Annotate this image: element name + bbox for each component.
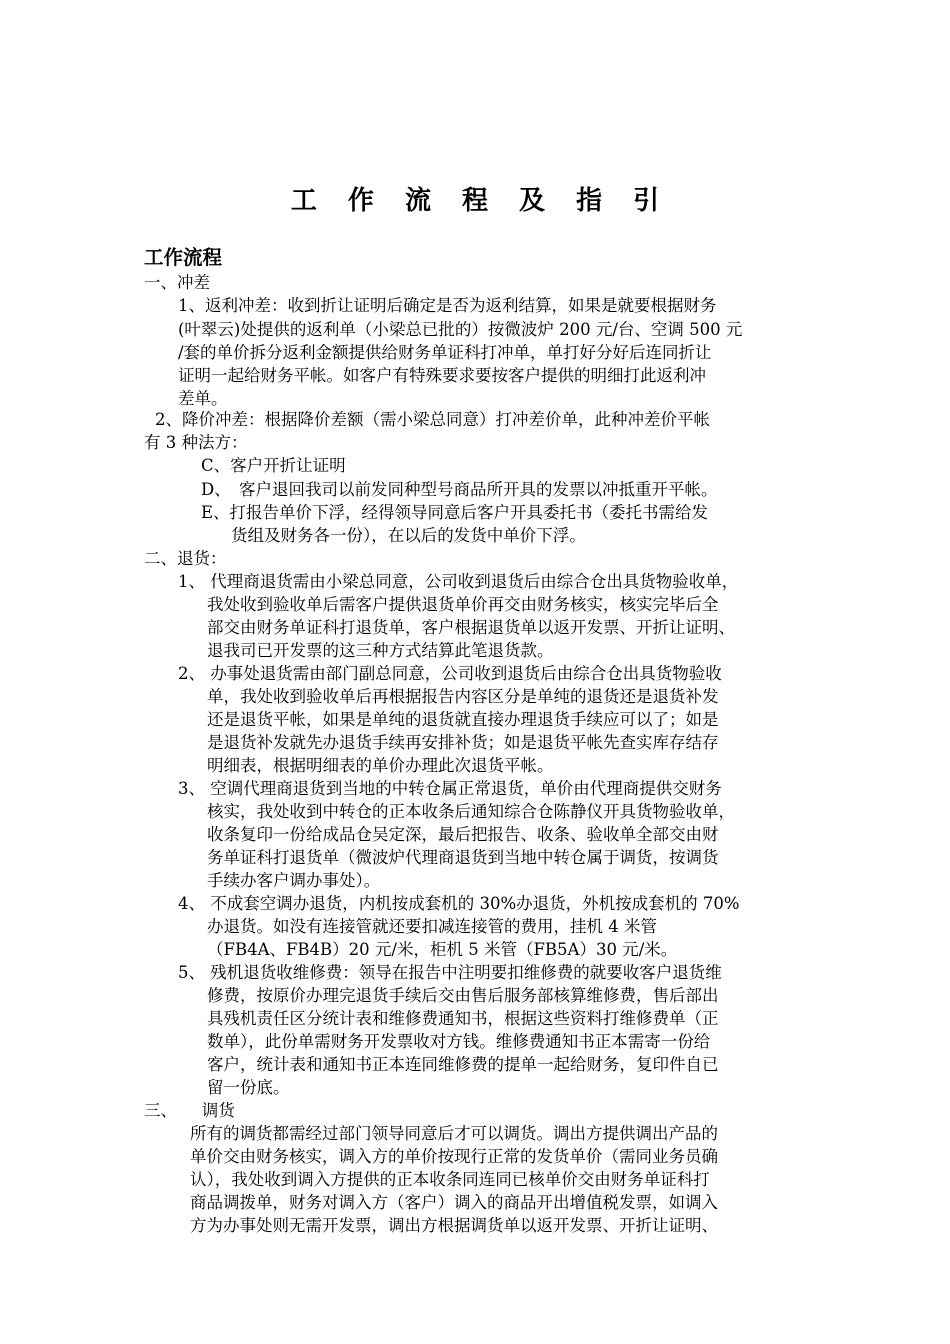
text-line: 1、 代理商退货需由小梁总同意，公司收到退货后由综合仓出具货物验收单， — [178, 572, 739, 591]
text-line: 客户，统计表和通知书正本连同维修费的提单一起给财务，复印件自已 — [207, 1055, 719, 1074]
text-line: 2、降价冲差：根据降价差额（需小梁总同意）打冲差价单，此种冲差价平帐 — [155, 410, 710, 429]
text-line: 具残机责任区分统计表和维修费通知书，根据这些资料打维修费单（正 — [207, 1009, 719, 1028]
text-line: D、 客户退回我司以前发同种型号商品所开具的发票以冲抵重开平帐。 — [201, 480, 718, 499]
text-line: 商品调拨单，财务对调入方（客户）调入的商品开出增值税发票，如调入 — [190, 1193, 718, 1212]
text-line: 退我司已开发票的这三种方式结算此笔退货款。 — [207, 641, 554, 660]
text-line: 单价交由财务核实，调入方的单价按现行正常的发货单价（需同业务员确 — [190, 1147, 718, 1166]
text-line: 4、 不成套空调办退货，内机按成套机的 30%办退货，外机按成套机的 70% — [178, 894, 740, 913]
text-line: 办退货。如没有连接管就还要扣减连接管的费用，挂机 4 米管 — [207, 917, 657, 936]
text-line: 差单。 — [178, 389, 228, 408]
text-line: 货组及财务各一份），在以后的发货中单价下浮。 — [231, 526, 586, 545]
text-line: 2、 办事处退货需由部门副总同意，公司收到退货后由综合仓出具货物验收 — [178, 664, 722, 683]
section-label: 一、冲差 — [144, 273, 210, 292]
text-line: E、打报告单价下浮，经得领导同意后客户开具委托书（委托书需给发 — [201, 503, 709, 522]
text-line: 方为办事处则无需开发票，调出方根据调货单以返开发票、开折让证明、 — [190, 1216, 718, 1235]
text-line: 明细表，根据明细表的单价办理此次退货平帐。 — [207, 756, 554, 775]
text-line: 收条复印一份给成品仓吴定深，最后把报告、收条、验收单全部交由财 — [207, 825, 719, 844]
text-line: 所有的调货都需经过部门领导同意后才可以调货。调出方提供调出产品的 — [190, 1124, 718, 1143]
text-line: 修费，按原价办理完退货手续后交由售后服务部核算维修费，售后部出 — [207, 986, 719, 1005]
text-line: C、客户开折让证明 — [201, 456, 346, 475]
text-line: 5、 残机退货收维修费：领导在报告中注明要扣维修费的就要收客户退货维 — [178, 963, 722, 982]
text-line: 部交由财务单证科打退货单，客户根据退货单以返开发票、开折让证明、 — [207, 618, 735, 637]
text-line: （FB4A、FB4B）20 元/米，柜机 5 米管（FB5A）30 元/米。 — [207, 940, 678, 959]
text-line: 有 3 种法方： — [144, 433, 248, 452]
text-line: 核实，我处收到中转仓的正本收条后通知综合仓陈静仪开具货物验收单， — [207, 802, 735, 821]
text-line: 认），我处收到调入方提供的正本收条同连同已核单价交由财务单证科打 — [190, 1170, 710, 1189]
text-line: 手续办客户调办事处）。 — [207, 871, 381, 890]
text-line: /套的单价拆分返利金额提供给财务单证科打冲单，单打好分好后连同折让 — [178, 343, 712, 362]
text-line: 我处收到验收单后需客户提供退货单价再交由财务核实，核实完毕后全 — [207, 595, 719, 614]
section-label: 三、 调货 — [144, 1101, 235, 1120]
section-label: 二、退货： — [144, 549, 227, 568]
document-title: 工 作 流 程 及 指 引 — [290, 186, 660, 216]
text-line: 单，我处收到验收单后再根据报告内容区分是单纯的退货还是退货补发 — [207, 687, 719, 706]
text-line: 证明一起给财务平帐。如客户有特殊要求要按客户提供的明细打此返利冲 — [178, 366, 706, 385]
text-line: 务单证科打退货单（微波炉代理商退货到当地中转仓属于调货，按调货 — [207, 848, 719, 867]
text-line: 还是退货平帐，如果是单纯的退货就直接办理退货手续应可以了；如是 — [207, 710, 719, 729]
text-line: 数单），此份单需财务开发票收对方钱。维修费通知书正本需寄一份给 — [207, 1032, 711, 1051]
text-line: 留一份底。 — [207, 1078, 290, 1097]
text-line: 1、返利冲差：收到折让证明后确定是否为返利结算，如果是就要根据财务 — [178, 296, 717, 315]
text-line: 是退货补发就先办退货手续再安排补货；如是退货平帐先查实库存结存 — [207, 733, 719, 752]
text-line: (叶翠云)处提供的返利单（小梁总已批的）按微波炉 200 元/台、空调 500 元 — [178, 320, 743, 339]
text-line: 3、 空调代理商退货到当地的中转仓属正常退货，单价由代理商提供交财务 — [178, 779, 722, 798]
section-heading: 工作流程 — [144, 246, 223, 269]
